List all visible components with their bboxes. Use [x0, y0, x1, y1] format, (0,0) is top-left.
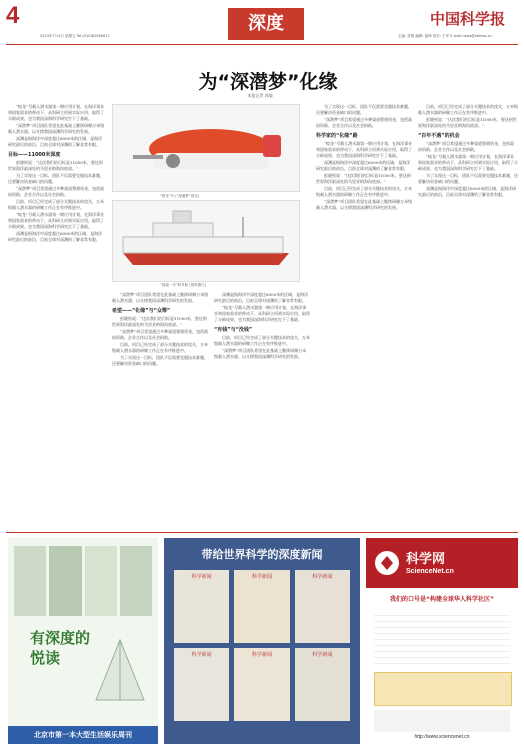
article-headline: 为“深潜梦”化缘	[198, 71, 338, 93]
paragraph: 目前，项目已经完成了部分关键技术的攻关，万米级载人潜水器的研制工作正在有序推进中。	[214, 335, 310, 346]
magazine-cover: 科学新闻	[295, 570, 350, 643]
sciencenet-url[interactable]: http://www.sciencenet.cn	[414, 734, 470, 740]
cover-strip	[14, 546, 152, 616]
paragraph: 深渊是指海洋中深度超过6000米的区域，是海洋研究最后的前沿，目前全球对深渊的了解非常有限。	[214, 292, 309, 303]
paragraph: “蛟龙”号载人潜水器第一期应用计划，在海洋事业和国家需求的带动下，从科研立项到实际应用，取得了丰硕成果，也为我国深海科学研究打下了基础。	[316, 141, 413, 158]
magazine-cover: 科学新闻	[174, 648, 229, 721]
paragraph: 深渊是指海洋中深度超过6000米的区域，是海洋研究最后的前沿，目前全球对深渊的了解非常有限。	[8, 136, 103, 147]
article-column-4	[316, 104, 414, 526]
section-title: 深度	[228, 8, 304, 40]
sciencenet-ad[interactable]	[366, 538, 518, 744]
site-url-logo: ScienceNet.cn	[406, 568, 454, 575]
page-number: 4	[6, 2, 20, 29]
paragraph: 彭晓彤说：“这次我们的目标是11000米，要达到世界海洋最深处的马里亚纳海沟底部。”	[112, 316, 207, 327]
subhead: “百年不遇”的机会	[418, 133, 460, 139]
paragraph: “深潜梦”项目希望通过多种渠道筹措资金，包括政府资助、企业合作以及社会捐助。	[8, 186, 105, 197]
paragraph: “蛟龙”号载人潜水器第一期应用计划，在海洋事业和国家需求的带动下，从科研立项到实际应用，取得了丰硕成果，也为我国深海科学研究打下了基础。	[418, 154, 518, 171]
paragraph: 彭晓彤说：“这次我们的目标是11000米，要达到世界海洋最深处的马里亚纳海沟底部。”	[316, 173, 411, 184]
book-icon	[92, 630, 148, 710]
paragraph: 深渊是指海洋中深度超过6000米的区域，是海洋研究最后的前沿，目前全球对深渊的了解非常有限。	[8, 231, 103, 242]
channel-links[interactable]	[374, 672, 512, 706]
paragraph: 目前，项目已经完成了部分关键技术的攻关，万米级载人潜水器的研制工作正在有序推进中。	[418, 104, 518, 115]
ad-title: 带给世界科学的深度新闻	[201, 548, 323, 561]
paragraph: 为了实现这一目标，团队不仅需要克服技术难题，还要解决资金缺口的问题。	[418, 173, 518, 184]
article-column-1	[8, 104, 106, 524]
paragraph: 目前，项目已经完成了部分关键技术的攻关，万米级载人潜水器的研制工作正在有序推进中。	[316, 186, 412, 197]
paragraph: “深潜梦”项目希望通过多种渠道筹措资金，包括政府资助、企业合作以及社会捐助。	[112, 329, 209, 340]
subhead: 目标——11000米深度	[8, 152, 61, 158]
paragraph: 为了实现这一目标，团队不仅需要克服技术难题，还要解决资金缺口的问题。	[8, 173, 104, 184]
article-column-3	[214, 292, 310, 526]
paragraph: 目前，项目已经完成了部分关键技术的攻关，万米级载人潜水器的研制工作正在有序推进中。	[112, 342, 208, 353]
paragraph: “蛟龙”号载人潜水器第一期应用计划，在海洋事业和国家需求的带动下，从科研立项到实际应用，取得了丰硕成果，也为我国深海科学研究打下了基础。	[8, 212, 105, 229]
masthead-logo: 中国科学报	[430, 10, 506, 28]
sciencenet-banner	[366, 538, 518, 588]
paragraph: “深潜梦”项目希望通过多种渠道筹措资金，包括政府资助、企业合作以及社会捐助。	[316, 117, 413, 128]
subhead: 希望——“化缘”与“众筹”	[112, 308, 171, 314]
header-meta-right: 主编: 张明 编辑: 陆琦 校对: 王军 E-mail:news@stimes.cn	[398, 34, 492, 38]
header-rule	[6, 44, 518, 45]
cover-grid	[174, 570, 350, 721]
photo1-caption: “蛟龙”号 (“深潜梦”项目)	[160, 194, 200, 198]
magazine-cover	[14, 546, 46, 616]
paragraph: “蛟龙”号载人潜水器第一期应用计划，在海洋事业和国家需求的带动下，从科研立项到实际应用，取得了丰硕成果，也为我国深海科学研究打下了基础。	[214, 305, 310, 322]
article-column-2	[112, 292, 210, 526]
header-meta-left: 2014年7月4日 星期五 Tel:(010)62580617	[40, 34, 110, 38]
paragraph: “深潜梦”项目团队希望在此基础上继续研制万米级载人潜水器，以支撑我国深渊科学研究的发展。	[8, 123, 105, 134]
magazine-cover: 科学新闻	[234, 570, 289, 643]
ad-footer: 北京市第一本大型生活娱乐周刊	[8, 726, 158, 744]
ad-description-text	[374, 610, 510, 666]
subhead: 科学家的“化缘”路	[316, 133, 358, 139]
magazine-cover	[49, 546, 81, 616]
paragraph: “深潜梦”项目团队希望在此基础上继续研制万米级载人潜水器，以支撑我国深渊科学研究的发展。	[316, 199, 413, 210]
ads-rule	[6, 532, 518, 533]
photo2-caption: “探索一号”科考船 (资料图片)	[160, 283, 206, 287]
magazine-cover: 科学新闻	[295, 648, 350, 721]
magazine-cover	[85, 546, 117, 616]
paragraph: “深潜梦”项目团队希望在此基础上继续研制万米级载人潜水器，以支撑我国深渊科学研究的发展。	[214, 348, 307, 359]
paragraph: 深渊是指海洋中深度超过6000米的区域，是海洋研究最后的前沿，目前全球对深渊的了解非常有限。	[418, 186, 517, 197]
magazine-cover: 科学新闻	[234, 648, 289, 721]
ship-photo	[112, 200, 300, 282]
paragraph: 彭晓彤说：“这次我们的目标是11000米，要达到世界海洋最深处的马里亚纳海沟底部。”	[8, 160, 103, 171]
paragraph: 目前，项目已经完成了部分关键技术的攻关，万米级载人潜水器的研制工作正在有序推进中。	[8, 199, 104, 210]
paragraph: “深潜梦”项目希望通过多种渠道筹措资金，包括政府资助、企业合作以及社会捐助。	[418, 141, 515, 152]
sciencenet-slogan: 我们的口号是“构建全球华人科学社区”	[390, 596, 494, 603]
paragraph: “蛟龙”号载人潜水器第一期应用计划，在海洋事业和国家需求的带动下，从科研立项到实际应用，取得了丰硕成果，也为我国深海科学研究打下了基础。	[8, 104, 105, 121]
article-byline: 本报记者 郭瑜	[247, 93, 273, 98]
magazine-ad[interactable]	[8, 538, 158, 744]
sciencenet-logo-icon	[374, 550, 400, 576]
paragraph: 深渊是指海洋中深度超过6000米的区域，是海洋研究最后的前沿，目前全球对深渊的了解非常有限。	[316, 160, 411, 171]
paragraph: 为了实现这一目标，团队不仅需要克服技术难题，还要解决资金缺口的问题。	[112, 355, 208, 366]
page-header	[0, 0, 524, 44]
paragraph: 彭晓彤说：“这次我们的目标是11000米，要达到世界海洋最深处的马里亚纳海沟底部。”	[418, 117, 517, 128]
ship-icon	[113, 201, 299, 281]
submersible-icon	[113, 105, 299, 191]
submersible-photo	[112, 104, 300, 192]
subhead: “有钱”与“没钱”	[214, 327, 253, 333]
paragraph: 为了实现这一目标，团队不仅需要克服技术难题，还要解决资金缺口的问题。	[316, 104, 412, 115]
magazine-cover	[120, 546, 152, 616]
paragraph: “深潜梦”项目团队希望在此基础上继续研制万米级载人潜水器，以支撑我国深渊科学研究的发展。	[112, 292, 209, 303]
science-news-ad[interactable]	[164, 538, 360, 744]
magazine-cover: 科学新闻	[174, 570, 229, 643]
sciencenet-screenshot	[374, 710, 510, 732]
site-name: 科学网	[406, 552, 446, 567]
ad-slogan: 有深度的悦读	[30, 629, 91, 667]
article-column-5	[418, 104, 518, 526]
